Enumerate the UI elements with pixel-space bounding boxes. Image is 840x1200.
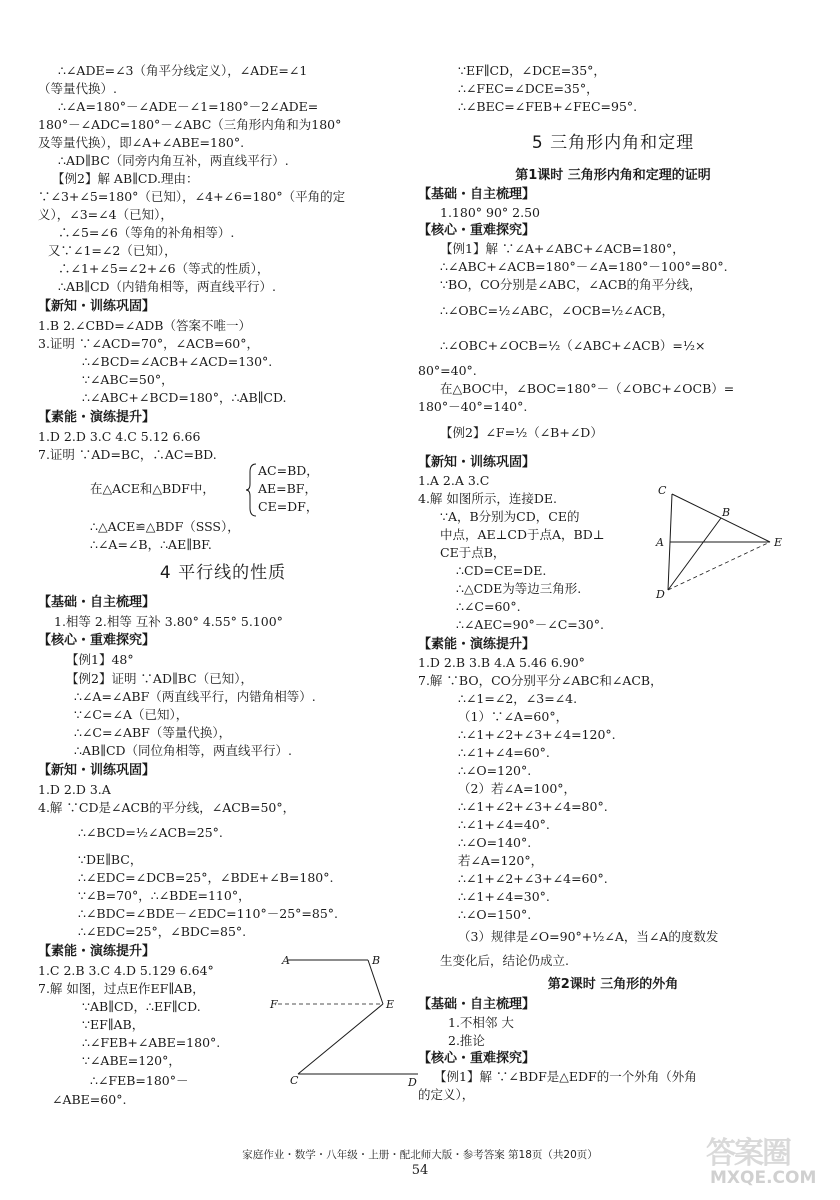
lesson-title-1: 第1课时 三角形内角和定理的证明 (515, 168, 711, 183)
section-heading: 【新知・训练巩固】 (418, 455, 536, 470)
text-line: 生变化后，结论仍成立. (440, 953, 569, 968)
label-E: E (774, 536, 783, 549)
text-line: ∴∠1+∠2+∠3+∠4=80°. (458, 799, 608, 814)
text-line: ∴∠ADE=∠3（角平分线定义），∠ADE=∠1 (58, 63, 308, 78)
label-C: C (290, 1074, 299, 1087)
section-heading: 【素能・演练提升】 (38, 410, 156, 425)
text-line: ∵AB∥CD，∴EF∥CD. (82, 999, 201, 1014)
text-line: 7.解 如图，过点E作EF∥AB， (38, 981, 205, 996)
label-E: E (386, 998, 395, 1011)
text-line: ∴AD∥BC（同旁内角互补，两直线平行）. (58, 153, 289, 168)
text-line: 1.相等 2.相等 互补 3.80° 4.55° 5.100° (54, 614, 283, 629)
text-line: 1.D 2.D 3.C 4.C 5.12 6.66 (38, 429, 201, 444)
text-line: ∴∠FEB+∠ABE=180°. (82, 1035, 221, 1050)
text-line: 【例1】解 ∵∠A+∠ABC+∠ACB=180°， (440, 241, 685, 256)
section-title-4: 4 平行线的性质 (159, 563, 287, 583)
text-line: ∵A，B分别为CD，CE的 (440, 509, 580, 524)
text-line: 2.推论 (448, 1033, 485, 1048)
text-line: ∵∠B=70°，∴∠BDE=110°， (78, 888, 251, 903)
text-line: 7.解 ∵BO，CO分别平分∠ABC和∠ACB， (418, 673, 663, 688)
section-heading: 【基础・自主梳理】 (418, 187, 536, 202)
lesson-title-2: 第2课时 三角形的外角 (547, 977, 679, 992)
text-line: ∴AB∥CD（同位角相等，两直线平行）. (74, 743, 292, 758)
section-heading: 【素能・演练提升】 (418, 637, 536, 652)
text-line: 1.A 2.A 3.C (418, 473, 490, 488)
text-line: 【例1】48° (66, 652, 134, 667)
watermark-logo (706, 1128, 826, 1188)
text-line: ∴∠C=60°. (456, 599, 521, 614)
text-line: ∴∠O=120°. (458, 763, 532, 778)
text-line: ∴△ACE≌△BDF（SSS）， (90, 519, 240, 534)
text-line: 1.C 2.B 3.C 4.D 5.129 6.64° (38, 963, 214, 978)
text-line: 【例2】证明 ∵AD∥BC（已知）， (66, 671, 253, 686)
text-line: ∴∠BCD=½∠ACB=25°. (78, 825, 223, 840)
label-D: D (656, 588, 665, 601)
text-line: ∴∠O=140°. (458, 835, 532, 850)
text-line: 1.D 2.B 3.B 4.A 5.46 6.90° (418, 655, 585, 670)
text-line: 3.证明 ∵∠ACD=70°，∠ACB=60°， (38, 336, 259, 351)
text-line: ∵EF∥CD，∠DCE=35°， (458, 63, 606, 78)
label-A: A (282, 954, 290, 967)
text-line: 1.180° 90° 2.50 (440, 205, 540, 220)
text-line: ∴∠O=150°. (458, 907, 532, 922)
text-line: ∴∠C=∠ABF（等量代换）， (74, 725, 232, 740)
text-line: CE=DF， (258, 499, 319, 514)
text-line: 180°－∠ADC=180°－∠ABC（三角形内角和为180° (38, 117, 342, 132)
section-heading: 【新知・训练巩固】 (38, 299, 156, 314)
text-line: ∴∠A=∠B，∴AE∥BF. (90, 537, 212, 552)
section-heading: 【基础・自主梳理】 (38, 595, 156, 610)
text-line: ∴△CDE为等边三角形. (456, 581, 582, 596)
text-line: 【例1】解 ∵∠BDF是△EDF的一个外角（外角 (434, 1069, 697, 1084)
text-line: 4.解 ∵CD是∠ACB的平分线，∠ACB=50°， (38, 800, 296, 815)
section-heading: 【核心・重难探究】 (418, 223, 536, 238)
text-line: ∵∠C=∠A（已知）， (74, 707, 189, 722)
text-line: 若∠A=120°， (458, 853, 544, 868)
text-line: ∴∠OBC+∠OCB=½（∠ABC+∠ACB）=½× (440, 338, 706, 353)
text-line: ∠ABE=60°. (52, 1092, 127, 1107)
text-line: ∴∠1+∠4=40°. (458, 817, 550, 832)
text-line: 的定义）， (418, 1087, 475, 1102)
text-line: AE=BF， (258, 481, 317, 496)
text-line: ∵∠ABE=120°， (82, 1053, 181, 1068)
label-B: B (722, 506, 731, 519)
text-line: ∵DE∥BC， (78, 852, 143, 867)
text-line: 1.不相邻 大 (448, 1015, 514, 1030)
text-line: 在△ACE和△BDF中， (90, 481, 215, 496)
text-line: ∵∠ABC=50°， (82, 372, 174, 387)
watermark-bottom: MXQE.COM (710, 1168, 817, 1188)
text-line: ∴∠1+∠5=∠2+∠6（等式的性质）， (58, 261, 270, 276)
figure-parallel-lines (268, 952, 418, 1089)
text-line: ∴∠BEC=∠FEB+∠FEC=95°. (458, 99, 638, 114)
text-line: ∴∠EDC=∠DCB=25°，∠BDE+∠B=180°. (78, 870, 334, 885)
text-line: ∴∠1+∠2+∠3+∠4=60°. (458, 871, 608, 886)
text-line: ∴∠FEB=180°－ (90, 1073, 189, 1088)
text-line: （2）若∠A=100°， (458, 781, 577, 796)
section-heading: 【核心・重难探究】 (418, 1051, 536, 1066)
text-line: ∴∠BCD=∠ACB+∠ACD=130°. (82, 354, 273, 369)
text-line: 4.解 如图所示，连接DE. (418, 491, 558, 506)
text-line: （等量代换）. (38, 81, 117, 96)
label-C: C (658, 484, 667, 497)
page-footer: 家庭作业・数学・八年级・上册・配北师大版・参考答案 第18页（共20页） (242, 1149, 598, 1161)
text-line: ∴∠FEC=∠DCE=35°， (458, 81, 599, 96)
text-line: ∴∠1+∠4=30°. (458, 889, 550, 904)
text-line: ∴∠ABC+∠ACB=180°－∠A=180°－100°=80°. (440, 259, 728, 274)
text-line: 1.B 2.∠CBD=∠ADB（答案不唯一） (38, 318, 251, 333)
text-line: 又∵∠1=∠2（已知）， (48, 243, 177, 258)
text-line: 1.D 2.D 3.A (38, 782, 111, 797)
label-D: D (408, 1076, 417, 1089)
text-line: ∴∠OBC=½∠ABC，∠OCB=½∠ACB， (440, 303, 675, 318)
section-heading: 【核心・重难探究】 (38, 633, 156, 648)
text-line: ∴∠5=∠6（等角的补角相等）. (58, 225, 235, 240)
text-line: ∴CD=CE=DE. (456, 563, 547, 578)
text-line: 及等量代换），即∠A+∠ABE=180°. (38, 135, 245, 150)
text-line: ∵∠3+∠5=180°（已知），∠4+∠6=180°（平角的定 (38, 189, 346, 204)
label-B: B (372, 954, 381, 967)
label-F: F (270, 998, 278, 1011)
text-line: ∴∠AEC=90°－∠C=30°. (456, 617, 604, 632)
section-heading: 【新知・训练巩固】 (38, 763, 156, 778)
text-line: ∵BO，CO分别是∠ABC，∠ACB的角平分线， (440, 277, 702, 292)
text-line: ∴∠EDC=25°，∠BDC=85°. (78, 924, 247, 939)
text-line: （3）规律是∠O=90°+½∠A，当∠A的度数发 (458, 929, 719, 944)
text-line: ∴∠1=∠2，∠3=∠4. (458, 691, 578, 706)
text-line: ∴∠ABC+∠BCD=180°，∴AB∥CD. (82, 390, 287, 405)
text-line: （1）∵∠A=60°， (458, 709, 569, 724)
section-heading: 【素能・演练提升】 (38, 944, 156, 959)
figure-triangle (650, 482, 790, 602)
label-A: A (656, 536, 664, 549)
text-line: ∵EF∥AB， (82, 1017, 145, 1032)
text-line: 在△BOC中，∠BOC=180°－（∠OBC+∠OCB）= (440, 381, 735, 396)
text-line: ∴∠1+∠4=60°. (458, 745, 550, 760)
text-line: ∴∠1+∠2+∠3+∠4=120°. (458, 727, 616, 742)
text-line: 80°=40°. (418, 363, 477, 378)
brace-icon (246, 462, 258, 518)
text-line: 义），∠3=∠4（已知）， (38, 207, 173, 222)
text-line: ∴∠A=180°－∠ADE－∠1=180°－2∠ADE= (58, 99, 319, 114)
text-line: 【例2】∠F=½（∠B+∠D） (440, 425, 603, 440)
text-line: ∴∠BDC=∠BDE－∠EDC=110°－25°=85°. (78, 906, 339, 921)
text-line: 7.证明 ∵AD=BC，∴AC=BD. (38, 447, 217, 462)
text-line: ∴∠A=∠ABF（两直线平行，内错角相等）. (74, 689, 316, 704)
text-line: ∴AB∥CD（内错角相等，两直线平行）. (58, 279, 276, 294)
text-line: 【例2】解 AB∥CD.理由： (52, 171, 199, 186)
text-line: AC=BD， (258, 463, 319, 478)
text-line: 中点，AE⊥CD于点A，BD⊥ (440, 527, 605, 542)
section-title-5: 5 三角形内角和定理 (531, 133, 695, 153)
section-heading: 【基础・自主梳理】 (418, 997, 536, 1012)
text-line: 180°－40°=140°. (418, 399, 528, 414)
text-line: CE于点B， (440, 545, 506, 560)
watermark-top: 答案圈 (706, 1136, 790, 1171)
page-number: 54 (411, 1163, 429, 1178)
